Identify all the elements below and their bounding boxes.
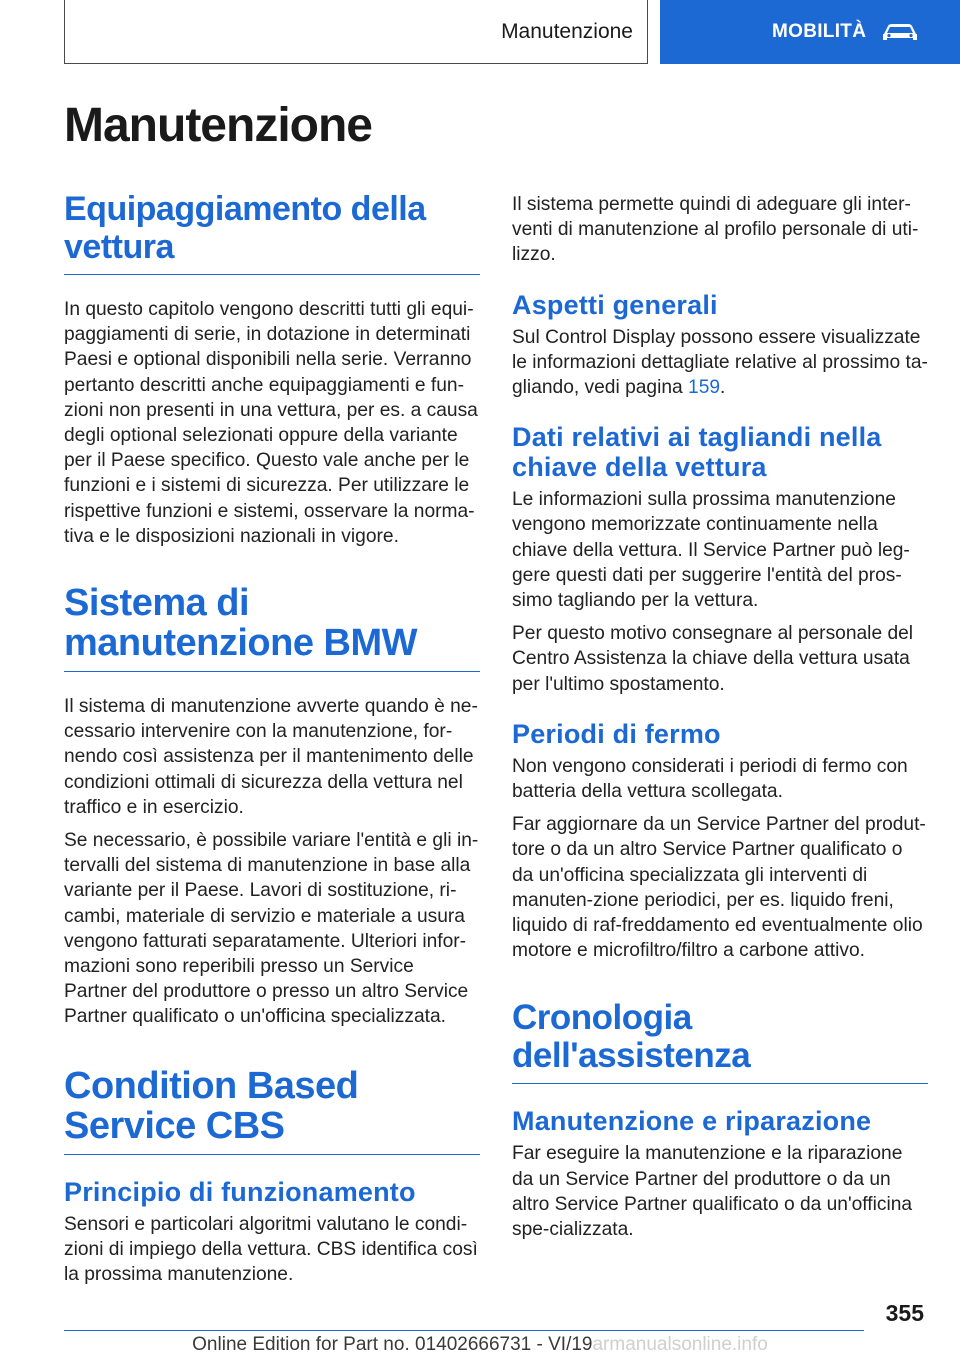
subsection-title-downtime: Periodi di fermo bbox=[512, 718, 721, 749]
section-title-equipment: Equipaggiamento della vettura bbox=[64, 190, 480, 275]
section-title-service-history: Cronologia dell'assistenza bbox=[512, 999, 928, 1084]
subsection-title-repair: Manutenzione e riparazione bbox=[512, 1106, 872, 1137]
section-title-maintenance-system: Sistema di manutenzione BMW bbox=[64, 583, 480, 672]
watermark-text: armanualsonline.info bbox=[592, 1334, 768, 1355]
footer-divider bbox=[64, 1330, 864, 1331]
section-title-cbs: Condition Based Service CBS bbox=[64, 1066, 480, 1155]
paragraph-text-end: . bbox=[720, 377, 726, 399]
subsection-title-principle: Principio di funzionamento bbox=[64, 1176, 416, 1207]
paragraph: Le informazioni sulla prossima manutenzione vengono memorizzate continuamente nella chiave della vettura. Il Service Partner può leg-gere questi dati per suggerire l'entità del pros-simo tagliando per la vettura. bbox=[512, 489, 910, 612]
edition-text: Online Edition for Part no. 01402666731 - VI/19 bbox=[192, 1334, 593, 1355]
header-section-box bbox=[64, 0, 648, 64]
page-link[interactable]: 159 bbox=[688, 377, 721, 399]
paragraph bbox=[512, 325, 928, 401]
paragraph: Far eseguire la manutenzione e la riparazione da un Service Partner del produttore o da un altro Service Partner qualificato o da un'officina spe-cializzata. bbox=[512, 1143, 913, 1241]
subsection-title-general: Aspetti generali bbox=[512, 289, 718, 320]
paragraph-text: Sul Control Display possono essere visualizzate le informazioni dettagliate relative al prossimo ta-gliando, vedi pagina bbox=[512, 326, 928, 399]
paragraph: Il sistema di manutenzione avverte quando è ne-cessario intervenire con la manutenzione, for-nendo così assistenza per il mantenimento delle condizioni ottimali di sicurezza della vettura nel traffico e in esercizio. bbox=[64, 696, 478, 818]
paragraph: Non vengono considerati i periodi di fermo con batteria della vettura scollegata. bbox=[512, 755, 908, 803]
footer-edition bbox=[0, 1334, 960, 1356]
paragraph: Il sistema permette quindi di adeguare gli inter-venti di manutenzione al profilo personale di uti-lizzo. bbox=[512, 194, 919, 266]
car-icon bbox=[880, 21, 920, 43]
paragraph: Sensori e particolari algoritmi valutano le condi-zioni di impiego della vettura. CBS identifica così la prossima manutenzione. bbox=[64, 1213, 478, 1286]
paragraph: Per questo motivo consegnare al personale del Centro Assistenza la chiave della vettura usata per l'ultimo spostamento. bbox=[512, 623, 914, 695]
header-chapter-tab bbox=[660, 0, 960, 64]
header-section-title: Manutenzione bbox=[501, 19, 633, 43]
left-column bbox=[64, 190, 480, 1295]
subsection-title-key-data: Dati relativi ai tagliandi nella chiave della vettura bbox=[512, 422, 882, 483]
paragraph: Far aggiornare da un Service Partner del produt-tore o da un altro Service Partner qualificato o da un'officina specializzata gli interventi di manuten-zione periodici, per es. liquido freni, liquido di raf-freddamento ed eventualmente olio motore e microfiltro/filtro a carbone attivo. bbox=[512, 814, 926, 962]
paragraph: In questo capitolo vengono descritti tutti gli equi-paggiamenti di serie, in dotazione in determinati Paesi e optional disponibili nella serie. Verranno pertanto descritti anche equipaggiamenti e fun-zioni non presenti in una vettura, per es. a causa degli optional selezionati oppure della variante per il Paese specifico. Questo vale anche per le funzioni e i sistemi di sicurezza. Per utilizzare le rispettive funzioni e sistemi, osservare la norma-tiva e le disposizioni nazionali in vigore. bbox=[64, 299, 478, 547]
header-chapter-title: MOBILITÀ bbox=[772, 21, 867, 42]
paragraph: Se necessario, è possibile variare l'entità e gli in-tervalli del sistema di manutenzione in base alla variante per il Paese. Lavori di sostituzione, ri-cambi, materiale di servizio e materiale a usura vengono fatturati separatamente. Ulteriori infor-mazioni sono reperibili presso un Service Partner del produttore o presso un altro Service Partner qualificato o un'officina specializzata. bbox=[64, 830, 479, 1028]
page-number: 355 bbox=[885, 1300, 924, 1326]
page-title: Manutenzione bbox=[64, 99, 372, 152]
right-column bbox=[512, 192, 928, 1250]
